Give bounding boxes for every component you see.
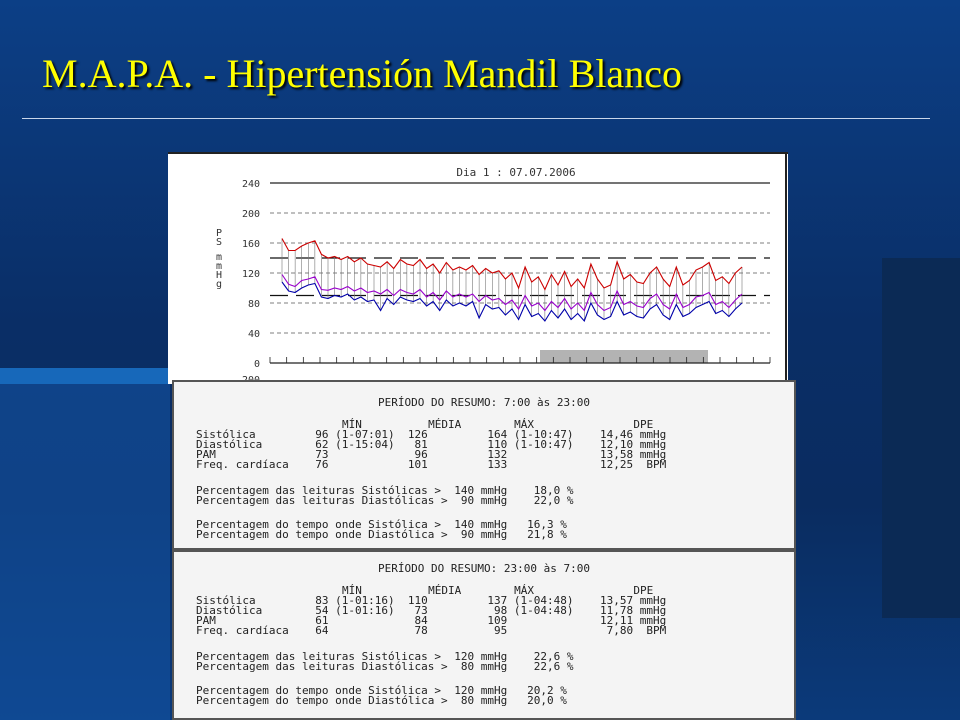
y-tick-label: 120 (241, 269, 260, 280)
bp-chart-panel (168, 152, 788, 384)
summary-night-panel (172, 550, 796, 720)
summary-day-panel (172, 380, 796, 550)
summary-night-pct-reading: Percentagem das leituras Sistólicas > 120 mmHg 22,6 % (196, 650, 574, 663)
summary-night-header: PERÍODO DO RESUMO: 23:00 às 7:00 (378, 562, 590, 575)
decorative-band-lower (0, 384, 170, 720)
y-tick-label: 40 (247, 329, 260, 340)
decorative-band (0, 368, 170, 384)
summary-day-row: Sistólica 96 (1-07:01) 126 164 (1-10:47) 14,46 mmHg (196, 428, 667, 441)
decorative-block (882, 258, 960, 618)
summary-night-row: Freq. cardíaca 64 78 95 7,80 BPM (196, 624, 667, 637)
y-tick-label: 80 (247, 299, 260, 310)
title-divider (22, 118, 930, 119)
summary-night-row: Sistólica 83 (1-01:16) 110 137 (1-04:48) 13,57 mmHg (196, 594, 667, 607)
summary-day-columns: MÍN MÉDIA MÁX DPE (342, 418, 654, 431)
summary-night-row: PAM 61 84 109 12,11 mmHg (196, 614, 667, 627)
summary-day-row: Diastólica 62 (1-15:04) 81 110 (1-10:47) 12,10 mmHg (196, 438, 667, 451)
summary-day-row: Freq. cardíaca 76 101 133 12,25 BPM (196, 458, 667, 471)
slide-title: M.A.P.A. - Hipertensión Mandil Blanco (42, 51, 682, 96)
y-tick-label: 160 (241, 239, 260, 250)
bp-chart (168, 152, 788, 384)
summary-day-row: PAM 73 96 132 13,58 mmHg (196, 448, 667, 461)
summary-day-pct-time: Percentagem do tempo onde Sistólica > 140 mmHg 16,3 % (196, 518, 567, 531)
y-tick-label: 0 (253, 359, 260, 370)
summary-night-pct-time: Percentagem do tempo onde Diastólica > 80 mmHg 20,0 % (196, 694, 567, 707)
summary-day-header: PERÍODO DO RESUMO: 7:00 às 23:00 (378, 396, 590, 409)
summary-night-columns: MÍN MÉDIA MÁX DPE (342, 584, 654, 597)
summary-day-pct-reading: Percentagem das leituras Diastólicas > 90 mmHg 22,0 % (196, 494, 574, 507)
y-tick-label: 200 (241, 209, 260, 220)
summary-day-pct-time: Percentagem do tempo onde Diastólica > 90 mmHg 21,8 % (196, 528, 567, 541)
night-period-bar (540, 350, 708, 363)
y-tick-label: 240 (241, 179, 260, 190)
chart-title: Dia 1 : 07.07.2006 (456, 166, 576, 179)
summary-day-pct-reading: Percentagem das leituras Sistólicas > 140 mmHg 18,0 % (196, 484, 574, 497)
summary-night-pct-time: Percentagem do tempo onde Sistólica > 120 mmHg 20,2 % (196, 684, 567, 697)
summary-night-pct-reading: Percentagem das leituras Diastólicas > 80 mmHg 22,6 % (196, 660, 574, 673)
summary-night-row: Diastólica 54 (1-01:16) 73 98 (1-04:48) 11,78 mmHg (196, 604, 667, 617)
y-axis-label: P S m m H g (216, 228, 223, 290)
